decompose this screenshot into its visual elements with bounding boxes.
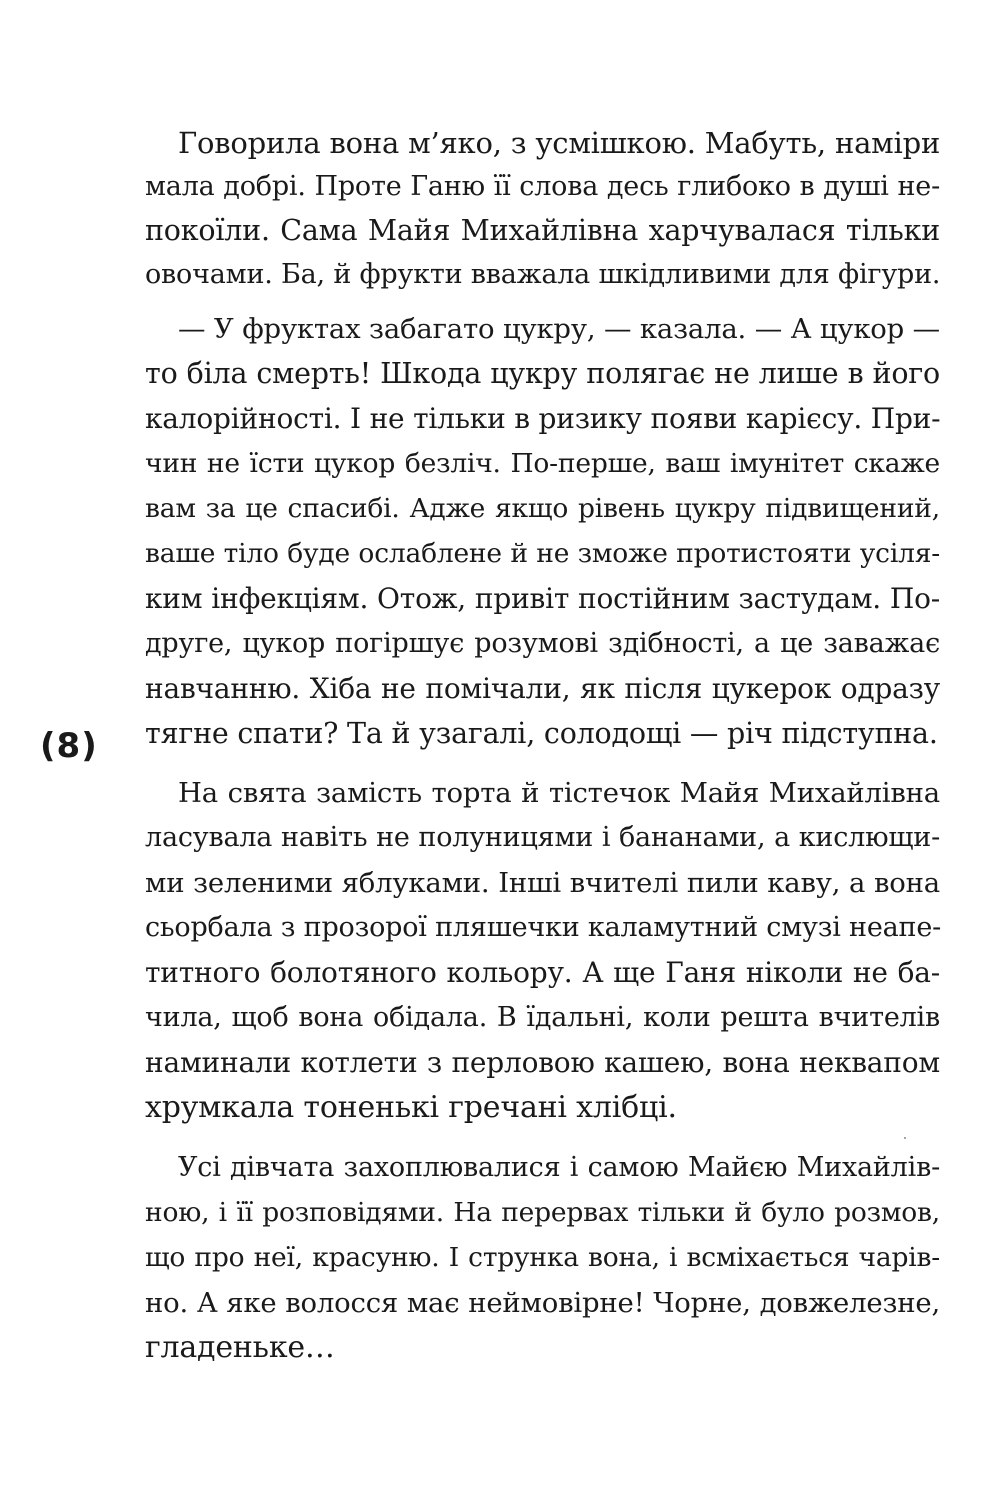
text-line: — У фруктах забагато цукру, — казала. — А цукор — <box>178 313 940 345</box>
text-line: тягне спати? Та й узагалі, солодощі — річ підступна. <box>145 717 938 750</box>
text-line: титного болотяного кольору. А ще Ганя ніколи не ба- <box>145 956 940 989</box>
text-line: овочами. Ба, й фрукти вважала шкідливими для фігури. <box>145 259 941 290</box>
text-line: що про неї, красуню. І струнка вона, і всміхається чарів- <box>145 1242 940 1273</box>
text-line: вам за це спасибі. Адже якщо рівень цукру підвищений, <box>145 493 940 524</box>
text-line: гладеньке… <box>145 1330 335 1365</box>
text-line: ласувала навіть не полуницями і бананами, а кислющи- <box>145 822 940 853</box>
text-line: покоїли. Сама Майя Михайлівна харчувалася тільки <box>145 214 940 247</box>
text-line: ким інфекціям. Отож, привіт постійним застудам. По- <box>145 582 940 615</box>
text-line: наминали котлети з перловою кашею, вона неквапом <box>145 1046 940 1079</box>
text-line: мала добрі. Проте Ганю її слова десь глибоко в душі не- <box>145 171 940 202</box>
page-number: (8) <box>40 726 98 766</box>
text-line: ною, і її розповідями. На перервах тільки й було розмов, <box>145 1197 940 1228</box>
text-line: чила, щоб вона обідала. В їдальні, коли решта вчителів <box>145 1002 940 1033</box>
text-line: Усі дівчата захоплювалися і самою Майєю Михайлів- <box>178 1152 940 1183</box>
text-line: навчанню. Хіба не помічали, як після цукерок одразу <box>145 672 940 705</box>
text-line: чин не їсти цукор безліч. По-перше, ваш імунітет скаже <box>145 448 940 479</box>
text-line: калорійності. І не тільки в ризику появи карієсу. При- <box>145 402 941 435</box>
text-line: На свята замість торта й тістечок Майя Михайлівна <box>178 777 940 809</box>
text-line: но. А яке волосся має неймовірне! Чорне, довжелезне, <box>145 1287 940 1319</box>
text-line: то біла смерть! Шкода цукру полягає не лише в його <box>145 357 940 390</box>
text-line: друге, цукор погіршує розумові здібності, а це заважає <box>145 628 940 659</box>
text-line: сьорбала з прозорої пляшечки каламутний смузі неапе- <box>145 912 942 943</box>
text-line: Говорила вона м’яко, з усмішкою. Мабуть, наміри <box>178 126 941 160</box>
text-line: ми зеленими яблуками. Інші вчителі пили каву, а вона <box>145 867 940 899</box>
scan-speck <box>904 1137 906 1139</box>
text-line: ваше тіло буде ослаблене й не зможе протистояти усіля- <box>145 538 940 569</box>
text-line: хрумкала тоненькі гречані хлібці. <box>145 1090 677 1125</box>
